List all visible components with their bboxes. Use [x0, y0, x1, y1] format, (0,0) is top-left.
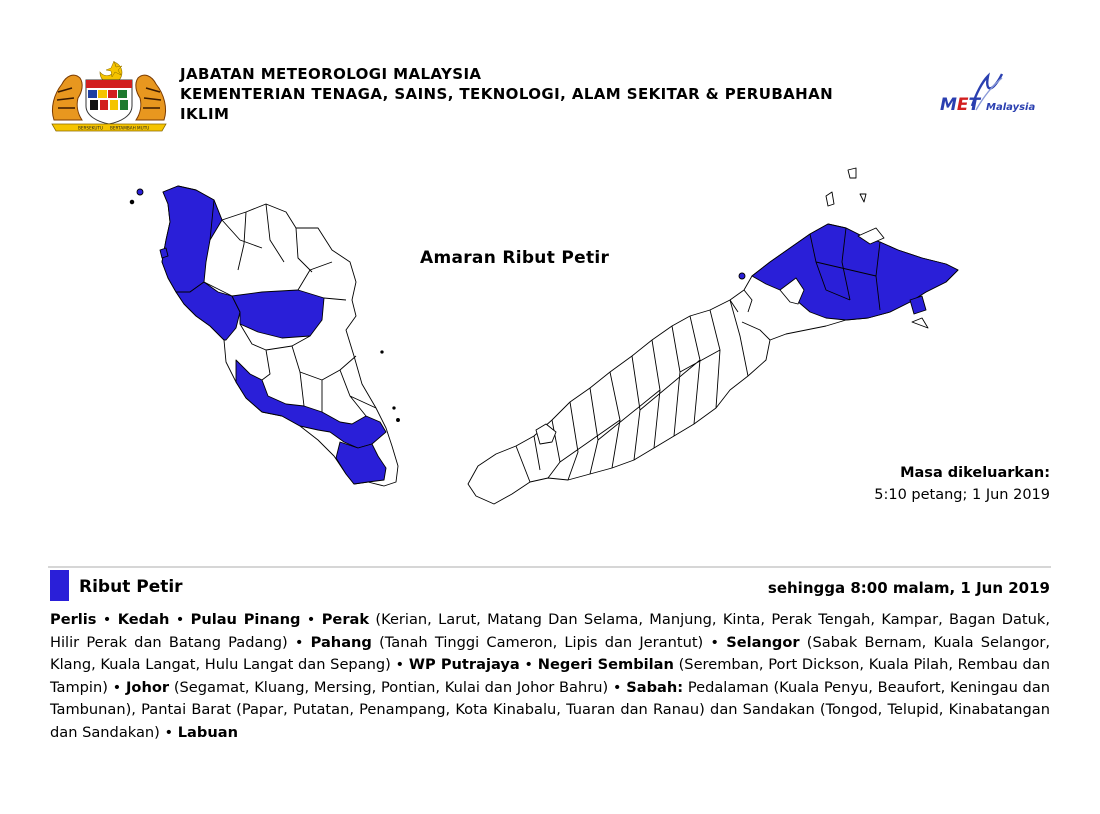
valid-until: sehingga 8:00 malam, 1 Jun 2019	[767, 579, 1050, 597]
district-list: (Sabak Bernam, Kuala Selangor, Klang, Kuala Langat, Hulu Langat dan Sepang)	[50, 633, 1051, 674]
issued-time-block	[874, 462, 1050, 506]
peninsular-malaysia	[130, 186, 399, 486]
state-name: Johor	[126, 678, 170, 696]
svg-text:BERTAMBAH MUTU: BERTAMBAH MUTU	[110, 125, 150, 131]
issued-label: Masa dikeluarkan:	[900, 465, 1050, 481]
bullet-separator: •	[169, 611, 191, 628]
header	[48, 56, 1058, 132]
agency-line-1: JABATAN METEOROLOGI MALAYSIA	[180, 65, 482, 83]
bullet-separator: •	[96, 611, 118, 628]
state-name: Perlis	[50, 611, 97, 628]
svg-text:Malaysia: Malaysia	[986, 102, 1036, 113]
legend-label: Ribut Petir	[79, 577, 183, 597]
issued-time: 5:10 petang; 1 Jun 2019	[874, 487, 1050, 503]
state-name: Negeri Sembilan	[537, 656, 674, 674]
bullet-separator: •	[390, 656, 409, 674]
agency-name	[180, 64, 833, 124]
bullet-separator: •	[107, 678, 126, 696]
state-name: Pulau Pinang	[190, 611, 301, 628]
state-name: Selangor	[726, 633, 800, 651]
state-name: Pahang	[310, 633, 372, 651]
map-title: Amaran Ribut Petir	[420, 248, 610, 268]
state-name: Labuan	[177, 723, 238, 741]
bullet-separator: •	[519, 656, 538, 674]
bullet-separator: •	[608, 678, 627, 696]
state-name: Kedah	[117, 611, 170, 628]
bullet-separator: •	[287, 633, 311, 651]
east-malaysia	[468, 168, 958, 504]
district-list: (Segamat, Kluang, Mersing, Pontian, Kulai dan Johor Bahru)	[173, 678, 609, 696]
svg-text:BERSEKUTU: BERSEKUTU	[78, 125, 104, 131]
agency-line-3: IKLIM	[180, 105, 230, 123]
svg-text:MET: MET	[940, 95, 981, 115]
affected-areas-text	[50, 609, 1050, 745]
state-name: Sabah:	[626, 678, 684, 696]
coat-of-arms-icon	[48, 58, 170, 132]
agency-line-2: KEMENTERIAN TENAGA, SAINS, TEKNOLOGI, ALAM SEKITAR & PERUBAHAN	[180, 85, 834, 103]
divider	[48, 566, 1051, 568]
district-list: (Tanah Tinggi Cameron, Lipis dan Jerantut)	[379, 633, 704, 651]
district-list: (Kerian, Larut, Matang Dan Selama, Manjung, Kinta, Perak Tengah, Kampar, Bagan Datuk, Hilir Perak dan Batang Padang)	[50, 611, 1050, 651]
legend-swatch	[50, 570, 69, 601]
bullet-separator: •	[300, 611, 322, 628]
bullet-separator: •	[159, 723, 178, 741]
bullet-separator: •	[703, 633, 727, 651]
district-list: Pedalaman (Kuala Penyu, Beaufort, Keningau dan Tambunan), Pantai Barat (Papar, Putatan, Penampang, Kota Kinabalu, Tuaran dan Ranau) dan Sandakan (Tongod, Telupid, Kinabatangan dan Sandakan)	[50, 678, 1051, 741]
met-malaysia-logo-icon	[936, 66, 1054, 122]
state-name: WP Putrajaya	[408, 656, 520, 674]
district-list: (Seremban, Port Dickson, Kuala Pilah, Rembau dan Tampin)	[50, 656, 1050, 696]
state-name: Perak	[321, 611, 370, 628]
